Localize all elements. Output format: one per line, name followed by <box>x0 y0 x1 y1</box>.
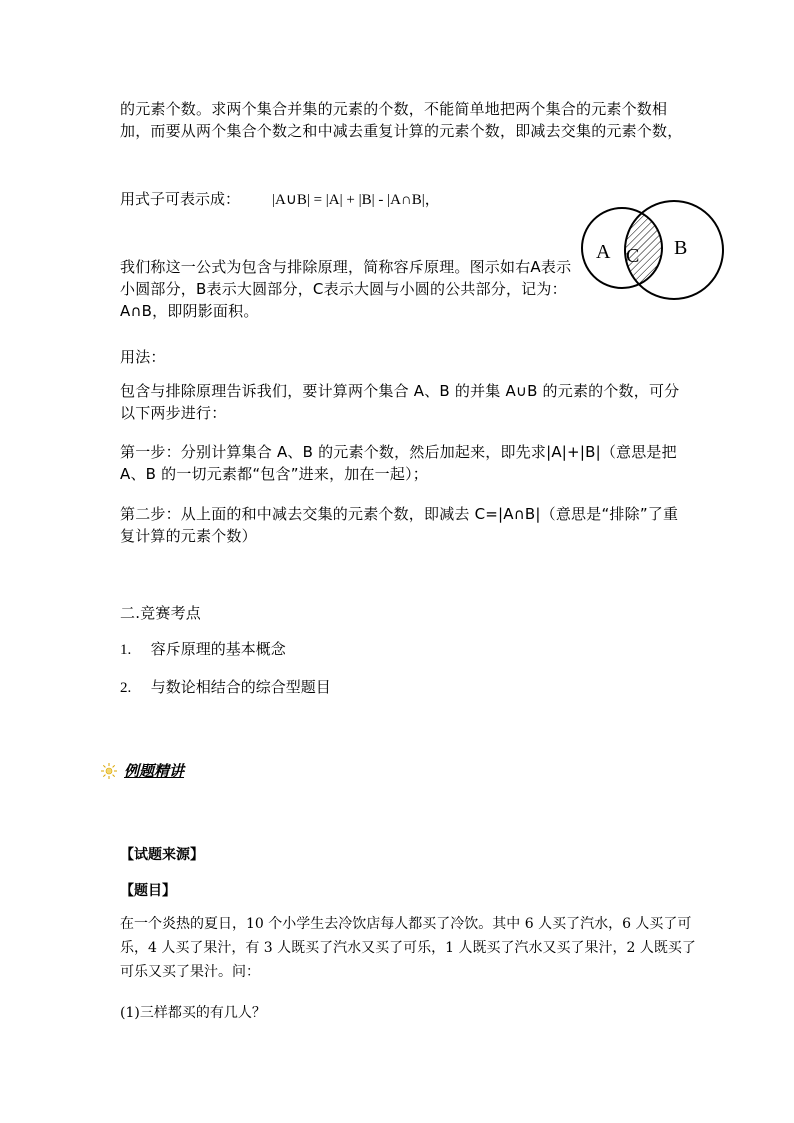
sun-icon <box>100 762 118 780</box>
examples-heading-title: 例题精讲 <box>124 762 185 780</box>
competition-heading: 二.竞赛考点 <box>120 604 201 622</box>
venn-label-c: C <box>626 245 640 267</box>
venn-diagram <box>578 196 724 304</box>
competition-item <box>120 638 286 659</box>
usage-paragraph: 包含与排除原理告诉我们，要计算两个集合 A、B 的并集 A∪B 的元素的个数，可分以下两步进行： <box>120 382 680 422</box>
examples-heading <box>100 760 184 781</box>
question-label: 【题目】 <box>120 883 176 899</box>
competition-item-number: 1. <box>120 642 132 658</box>
venn-label-a: A <box>596 241 611 263</box>
sub-question-1: (1)三样都买的有几人？ <box>120 1005 266 1021</box>
inclusion-exclusion-formula: |A∪B| = |A| + |B| - |A∩B|， <box>272 192 440 208</box>
intro-paragraph: 的元素个数。求两个集合并集的元素的个数，不能简单地把两个集合的元素个数相加，而要从两个集合个数之和中减去重复计算的元素个数，即减去交集的元素个数， <box>120 100 683 140</box>
source-label: 【试题来源】 <box>120 847 204 863</box>
principle-paragraph: 我们称这一公式为包含与排除原理，简称容斥原理。图示如右A表示小圆部分，B表示大圆部分，C表示大圆与小圆的公共部分，记为：A∩B，即阴影面积。 <box>120 258 572 320</box>
step-two-paragraph: 第二步：从上面的和中减去交集的元素个数，即减去 C=|A∩B|（意思是“排除”了重复计算的元素个数） <box>120 505 679 545</box>
competition-item-text: 与数论相结合的综合型题目 <box>150 678 331 696</box>
formula-label: 用式子可表示成： <box>120 190 241 208</box>
competition-item-number: 2. <box>120 680 132 696</box>
question-paragraph: 在一个炎热的夏日，10 个小学生去冷饮店每人都买了冷饮。其中 6 人买了汽水，6 人买了可乐，4 人买了果汁，有 3 人既买了汽水又买了可乐，1 人既买了汽水又买了果汁，2 人既买了可乐又买了果汁。问： <box>120 916 696 980</box>
step-one-paragraph: 第一步：分别计算集合 A、B 的元素个数，然后加起来，即先求|A|+|B|（意思是把 A、B 的一切元素都“包含”进来，加在一起）； <box>120 443 677 483</box>
venn-label-b: B <box>674 237 688 259</box>
competition-item <box>120 676 331 697</box>
competition-item-text: 容斥原理的基本概念 <box>150 640 286 658</box>
usage-label: 用法： <box>120 348 166 366</box>
